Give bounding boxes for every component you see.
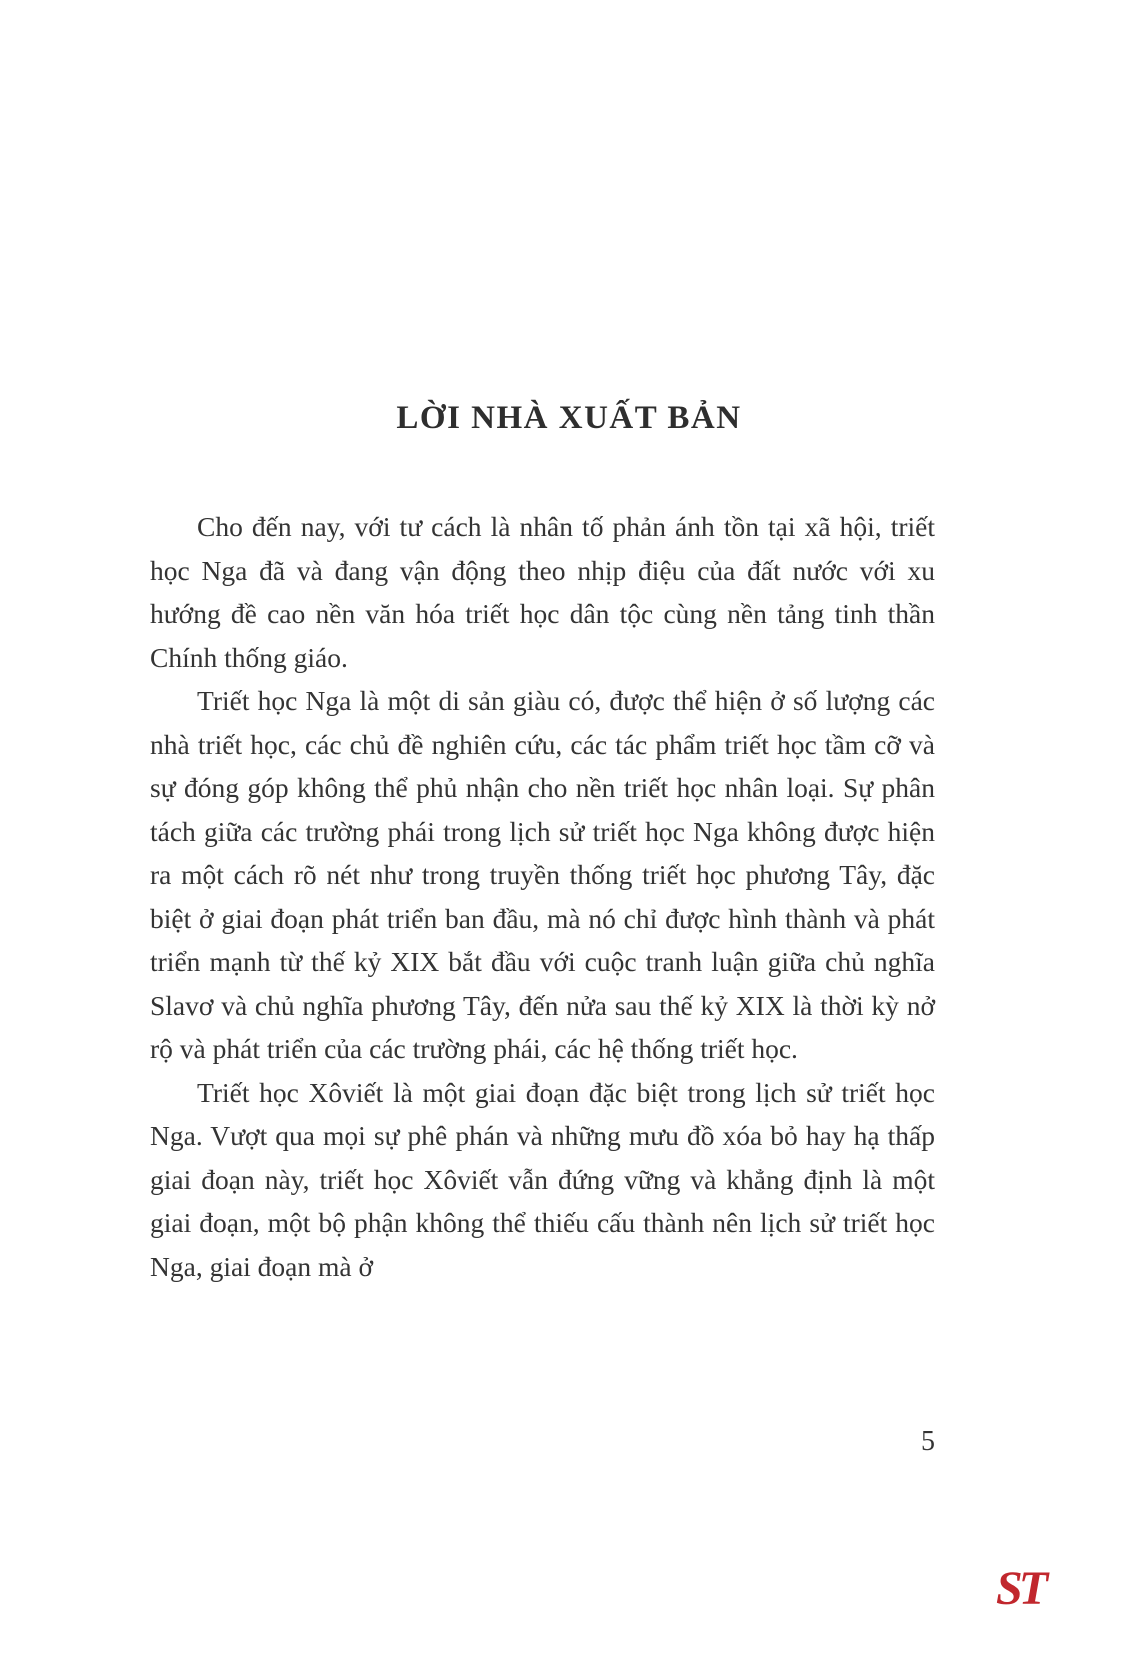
paragraph: Triết học Xôviết là một giai đoạn đặc biệt trong lịch sử triết học Nga. Vượt qua mọi sự phê phán và những mưu đồ xóa bỏ hay hạ thấp giai đoạn này, triết học Xôviết vẫn đứng vững và khẳng định là một giai đoạn, một bộ phận không thể thiếu cấu thành nên lịch sử triết học Nga, giai đoạn mà ở bbox=[150, 1076, 935, 1282]
page-title: LỜI NHÀ XUẤT BẢN bbox=[396, 400, 742, 436]
paragraph: Triết học Nga là một di sản giàu có, được thể hiện ở số lượng các nhà triết học, các chủ đề nghiên cứu, các tác phẩm triết học tầm cỡ và sự đóng góp không thể phủ nhận cho nền triết học nhân loại. Sự phân tách giữa các trường phái trong lịch sử triết học Nga không được hiện ra một cách rõ nét như trong truyền thống triết học phương Tây, đặc biệt ở giai đoạn phát triển ban đầu, mà nó chỉ được hình thành và phát triển mạnh từ thế kỷ XIX bắt đầu với cuộc tranh luận giữa chủ nghĩa Slavơ và chủ nghĩa phương Tây, đến nửa sau thế kỷ XIX là thời kỳ nở rộ và phát triển của các trường phái, các hệ thống triết học. bbox=[150, 685, 935, 1064]
page-body bbox=[150, 505, 935, 1288]
paragraph: Cho đến nay, với tư cách là nhân tố phản ánh tồn tại xã hội, triết học Nga đã và đang vận động theo nhịp điệu của đất nước với xu hướng đề cao nền văn hóa triết học dân tộc cùng nền tảng tinh thần Chính thống giáo. bbox=[150, 511, 935, 673]
publisher-logo-text: ST bbox=[996, 1562, 1045, 1615]
publisher-logo-icon bbox=[996, 1554, 1052, 1620]
page-number: 5 bbox=[921, 1426, 935, 1457]
